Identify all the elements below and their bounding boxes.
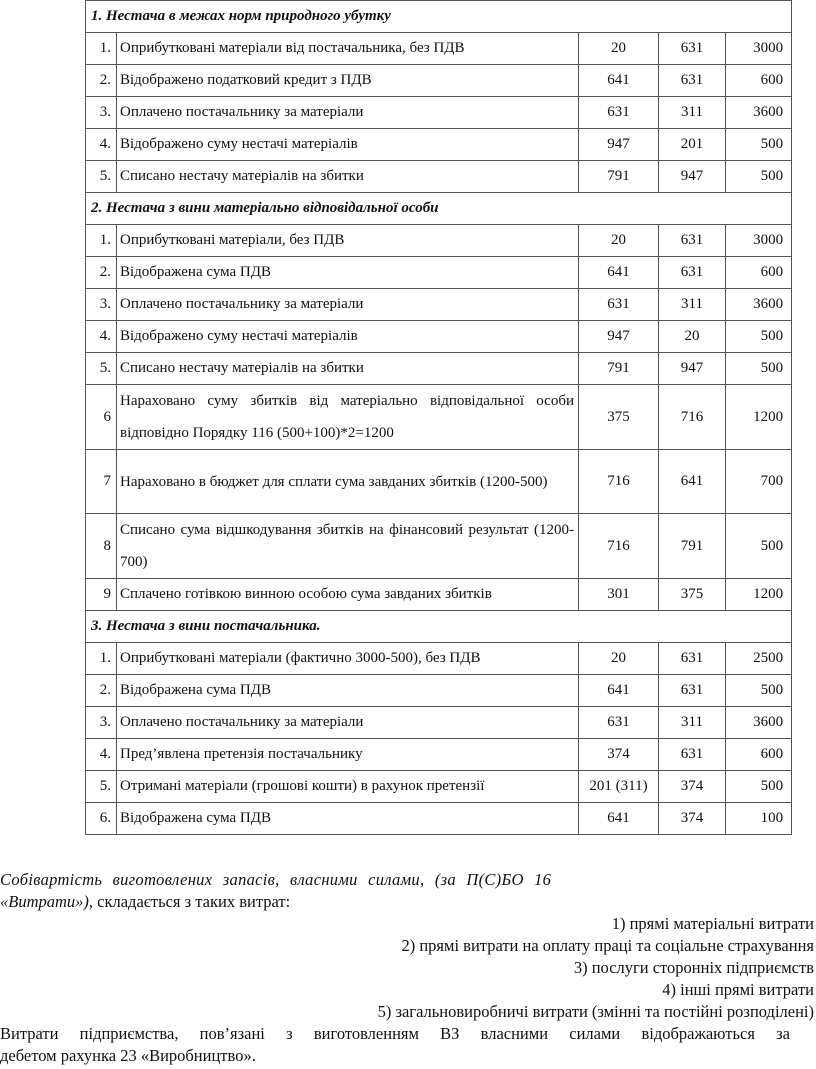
row-amount: 600 <box>726 257 792 289</box>
row-description: Оплачено постачальнику за матеріали <box>117 289 579 321</box>
section-header-row <box>86 193 792 225</box>
row-number: 3. <box>86 97 117 129</box>
row-amount: 3600 <box>726 97 792 129</box>
row-amount: 500 <box>726 771 792 803</box>
row-debit-account: 716 <box>579 514 659 579</box>
row-amount: 600 <box>726 65 792 97</box>
row-debit-account: 375 <box>579 385 659 450</box>
table-row <box>86 129 792 161</box>
row-description: Списано нестачу матеріалів на збитки <box>117 161 579 193</box>
row-amount: 1200 <box>726 579 792 611</box>
row-number: 2. <box>86 65 117 97</box>
row-debit-account: 641 <box>579 803 659 835</box>
table-row <box>86 161 792 193</box>
row-number: 2. <box>86 257 117 289</box>
row-credit-account: 311 <box>659 289 726 321</box>
row-number: 3. <box>86 707 117 739</box>
row-amount: 3600 <box>726 707 792 739</box>
table-row <box>86 514 792 579</box>
table-row <box>86 643 792 675</box>
table-row <box>86 289 792 321</box>
row-number: 7 <box>86 450 117 514</box>
table-row <box>86 225 792 257</box>
row-credit-account: 201 <box>659 129 726 161</box>
table-row <box>86 675 792 707</box>
row-credit-account: 791 <box>659 514 726 579</box>
table-row <box>86 450 792 514</box>
row-number: 2. <box>86 675 117 707</box>
table-row <box>86 65 792 97</box>
row-number: 1. <box>86 643 117 675</box>
table-row <box>86 771 792 803</box>
row-debit-account: 716 <box>579 450 659 514</box>
row-amount: 3600 <box>726 289 792 321</box>
row-debit-account: 374 <box>579 739 659 771</box>
row-credit-account: 947 <box>659 161 726 193</box>
row-number: 4. <box>86 739 117 771</box>
row-description: Відображено суму нестачі матеріалів <box>117 321 579 353</box>
outro-line-2: дебетом рахунка 23 «Виробництво». <box>0 1046 256 1065</box>
row-debit-account: 641 <box>579 257 659 289</box>
row-debit-account: 641 <box>579 675 659 707</box>
row-description: Оприбутковані матеріали, без ПДВ <box>117 225 579 257</box>
row-description: Списано нестачу матеріалів на збитки <box>117 353 579 385</box>
intro-paragraph <box>0 868 816 892</box>
row-number: 4. <box>86 129 117 161</box>
row-number: 1. <box>86 225 117 257</box>
row-debit-account: 947 <box>579 321 659 353</box>
row-amount: 3000 <box>726 225 792 257</box>
table-row <box>86 385 792 450</box>
row-credit-account: 947 <box>659 353 726 385</box>
row-number: 8 <box>86 514 117 579</box>
table-row <box>86 33 792 65</box>
cost-item-1: 1) прямі матеріальні витрати <box>611 914 814 933</box>
row-debit-account: 791 <box>579 161 659 193</box>
row-amount: 500 <box>726 514 792 579</box>
intro-italic-text: Собівартість виготовлених запасів, власними силами <box>0 870 420 889</box>
row-credit-account: 374 <box>659 771 726 803</box>
row-number: 4. <box>86 321 117 353</box>
row-debit-account: 20 <box>579 643 659 675</box>
cost-item-5: 5) загальновиробничі витрати (змінні та постійні розподілені) <box>377 1002 814 1021</box>
row-amount: 500 <box>726 321 792 353</box>
row-amount: 500 <box>726 161 792 193</box>
row-description: Списано сума відшкодування збитків на фінансовий результат (1200-700) <box>117 514 579 579</box>
table-row <box>86 579 792 611</box>
row-description: Відображено суму нестачі матеріалів <box>117 129 579 161</box>
row-credit-account: 374 <box>659 803 726 835</box>
row-credit-account: 311 <box>659 707 726 739</box>
table-row <box>86 707 792 739</box>
row-number: 1. <box>86 33 117 65</box>
row-credit-account: 631 <box>659 225 726 257</box>
row-number: 6. <box>86 803 117 835</box>
row-description: Відображена сума ПДВ <box>117 803 579 835</box>
row-debit-account: 301 <box>579 579 659 611</box>
row-debit-account: 947 <box>579 129 659 161</box>
section-title: 2. Нестача з вини матеріально відповідальної особи <box>86 193 792 225</box>
row-number: 6 <box>86 385 117 450</box>
row-amount: 600 <box>726 739 792 771</box>
row-credit-account: 20 <box>659 321 726 353</box>
section-header-row <box>86 1 792 33</box>
row-credit-account: 716 <box>659 385 726 450</box>
intro-standard-reference: (за П(С)БО 16 <box>434 870 552 889</box>
row-number: 5. <box>86 161 117 193</box>
row-debit-account: 631 <box>579 707 659 739</box>
row-debit-account: 20 <box>579 33 659 65</box>
row-credit-account: 375 <box>659 579 726 611</box>
row-credit-account: 631 <box>659 65 726 97</box>
row-number: 5. <box>86 771 117 803</box>
row-credit-account: 631 <box>659 257 726 289</box>
row-amount: 100 <box>726 803 792 835</box>
row-number: 3. <box>86 289 117 321</box>
row-debit-account: 201 (311) <box>579 771 659 803</box>
row-description: Оприбутковані матеріали від постачальника, без ПДВ <box>117 33 579 65</box>
row-description: Відображено податковий кредит з ПДВ <box>117 65 579 97</box>
row-debit-account: 20 <box>579 225 659 257</box>
intro-comma: , <box>419 870 425 889</box>
section-title: 1. Нестача в межах норм природного убутку <box>86 1 792 33</box>
row-description: Нараховано в бюджет для сплати сума завданих збитків (1200-500) <box>117 450 579 514</box>
row-description: Нараховано суму збитків від матеріально відповідальної особи відповідно Порядку 116 (500+100)*2=1200 <box>117 385 579 450</box>
table-row <box>86 97 792 129</box>
row-amount: 500 <box>726 129 792 161</box>
intro-paragraph-continued <box>0 890 816 914</box>
row-description: Відображена сума ПДВ <box>117 257 579 289</box>
cost-item-3: 3) послуги сторонніх підприємств <box>573 958 814 977</box>
intro-rest-text: складається з таких витрат: <box>93 892 291 911</box>
table-row <box>86 353 792 385</box>
outro-line-1: Витрати підприємства, пов’язані з виготовленням ВЗ власними силами відображаються за <box>0 1024 790 1043</box>
row-amount: 1200 <box>726 385 792 450</box>
row-number: 9 <box>86 579 117 611</box>
row-credit-account: 631 <box>659 675 726 707</box>
row-description: Пред’явлена претензія постачальнику <box>117 739 579 771</box>
transactions-table <box>85 0 792 835</box>
row-number: 5. <box>86 353 117 385</box>
row-debit-account: 791 <box>579 353 659 385</box>
section-header-row <box>86 611 792 643</box>
row-amount: 500 <box>726 353 792 385</box>
row-credit-account: 311 <box>659 97 726 129</box>
row-credit-account: 631 <box>659 739 726 771</box>
row-debit-account: 641 <box>579 65 659 97</box>
row-amount: 2500 <box>726 643 792 675</box>
row-description: Сплачено готівкою винною особою сума завданих збитків <box>117 579 579 611</box>
intro-standard-reference-title: «Витрати»), <box>0 892 94 911</box>
cost-item-4: 4) інші прямі витрати <box>662 980 814 999</box>
row-description: Оплачено постачальнику за матеріали <box>117 97 579 129</box>
row-amount: 700 <box>726 450 792 514</box>
row-amount: 500 <box>726 675 792 707</box>
row-description: Оприбутковані матеріали (фактично 3000-500), без ПДВ <box>117 643 579 675</box>
row-description: Відображена сума ПДВ <box>117 675 579 707</box>
table-row <box>86 803 792 835</box>
cost-item-2: 2) прямі витрати на оплату праці та соціальне страхування <box>401 936 814 955</box>
table-row <box>86 321 792 353</box>
row-description: Оплачено постачальнику за матеріали <box>117 707 579 739</box>
row-description: Отримані матеріали (грошові кошти) в рахунок претензії <box>117 771 579 803</box>
section-title: 3. Нестача з вини постачальника. <box>86 611 792 643</box>
row-credit-account: 641 <box>659 450 726 514</box>
row-credit-account: 631 <box>659 33 726 65</box>
row-credit-account: 631 <box>659 643 726 675</box>
row-debit-account: 631 <box>579 289 659 321</box>
row-amount: 3000 <box>726 33 792 65</box>
table-row <box>86 257 792 289</box>
table-row <box>86 739 792 771</box>
row-debit-account: 631 <box>579 97 659 129</box>
